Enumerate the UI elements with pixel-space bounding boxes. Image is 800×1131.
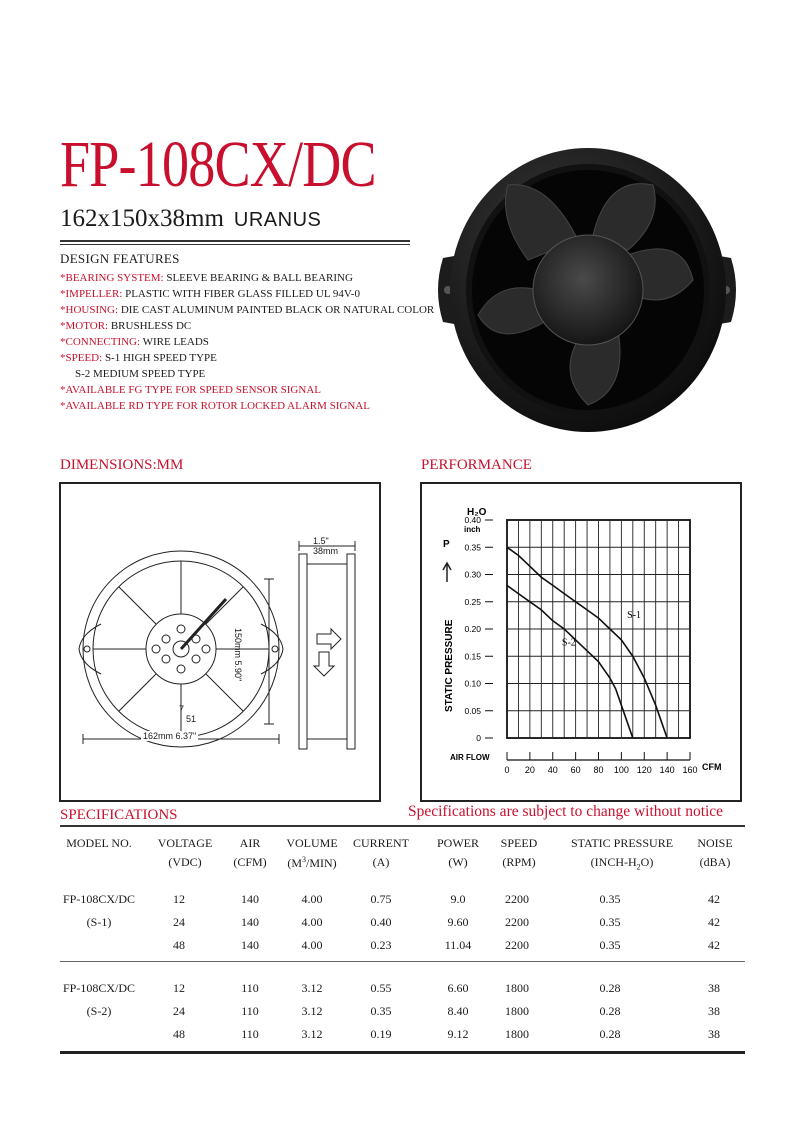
spec-cell: 38 [708, 1004, 720, 1018]
col-header-volume: VOLUME [286, 836, 338, 850]
spec-cell: 12 [173, 981, 185, 995]
col-header-speed: SPEED [500, 836, 538, 850]
feature-item [60, 286, 430, 302]
series-label: S-2 [561, 637, 576, 649]
spec-cell: 42 [708, 938, 720, 952]
feature-label: *IMPELLER: [60, 288, 123, 300]
height-label: 150mm 5.90" [233, 628, 243, 682]
spec-cell: 110 [241, 981, 259, 995]
h2o-label: H₂O [467, 507, 487, 518]
spec-cell: 140 [241, 938, 259, 952]
x-tick-label: 160 [682, 765, 698, 775]
spec-cell: 24 [173, 1004, 185, 1018]
label-7: 7 [179, 704, 185, 714]
feature-label: *MOTOR: [60, 320, 109, 332]
feature-value: SLEEVE BEARING & BALL BEARING [163, 272, 353, 284]
feature-label: *CONNECTING: [60, 336, 141, 348]
header-rule-top [60, 240, 410, 242]
spec-cell: 48 [173, 938, 185, 952]
feature-value: S-2 MEDIUM SPEED TYPE [75, 368, 206, 380]
spec-cell: 4.00 [301, 915, 323, 929]
spec-bottom-rule [60, 1051, 745, 1054]
up-arrow-icon [443, 563, 451, 582]
series-line-s-2 [507, 585, 633, 738]
spec-cell: 140 [241, 915, 259, 929]
feature-item [60, 334, 430, 350]
col-unit-air: (CFM) [233, 855, 267, 869]
spec-cell: 1800 [505, 1027, 529, 1041]
design-features-heading: DESIGN FEATURES [60, 251, 180, 266]
feature-value: S-1 HIGH SPEED TYPE [102, 352, 217, 364]
feature-value: WIRE LEADS [140, 336, 209, 348]
spec-cell: 0.23 [370, 938, 392, 952]
spec-cell: 3.12 [301, 1004, 323, 1018]
fan-product-image [428, 140, 748, 440]
col-header-model: MODEL NO. [66, 836, 132, 850]
spec-cell: 38 [708, 981, 720, 995]
spec-cell: 0.40 [370, 915, 392, 929]
product-series: URANUS [233, 209, 322, 231]
spec-cell: 0.35 [599, 892, 621, 906]
design-features-list [60, 270, 435, 414]
y-tick-label: 0.20 [464, 624, 481, 634]
x-tick-label: 0 [504, 765, 510, 775]
spec-cell: 1800 [505, 1004, 529, 1018]
col-unit-speed: (RPM) [502, 855, 536, 869]
group-variant: (S-2) [86, 1004, 112, 1018]
spec-cell: 110 [241, 1004, 259, 1018]
col-header-power: POWER [437, 836, 479, 850]
spec-cell: 12 [173, 892, 185, 906]
col-header-noise: NOISE [697, 836, 733, 850]
spec-cell: 6.60 [447, 981, 469, 995]
performance-heading: PERFORMANCE [421, 457, 532, 473]
product-subtitle [60, 205, 321, 233]
x-axis-unit: CFM [702, 762, 722, 772]
feature-note: *AVAILABLE RD TYPE FOR ROTOR LOCKED ALARM SIGNAL [60, 400, 370, 412]
spec-cell: 2200 [505, 915, 529, 929]
col-unit-volume: $(M^3/MIN)$ [287, 855, 337, 870]
group-variant: (S-1) [86, 915, 112, 929]
feature-value: PLASTIC WITH FIBER GLASS FILLED UL 94V-0 [122, 288, 360, 300]
depth-mm-label: 38mm [313, 546, 339, 556]
spec-cell: 42 [708, 915, 720, 929]
spec-cell: 0.35 [599, 938, 621, 952]
col-unit-noise: (dBA) [699, 855, 731, 869]
spec-cell: 2200 [505, 892, 529, 906]
col-unit-power: (W) [448, 855, 468, 869]
col-unit-current: (A) [372, 855, 390, 869]
group-model: FP-108CX/DC [62, 892, 136, 906]
spec-cell: 3.12 [301, 1027, 323, 1041]
feature-label: *SPEED: [60, 352, 103, 364]
spec-cell: 2200 [505, 938, 529, 952]
spec-cell: 0.28 [599, 981, 621, 995]
col-header-static-pressure: STATIC PRESSURE [570, 836, 674, 850]
col-header-voltage: VOLTAGE [157, 836, 213, 850]
y-tick-label: 0.30 [464, 569, 481, 580]
product-title: FP-108CX/DC [60, 128, 376, 201]
group-model: FP-108CX/DC [62, 981, 136, 995]
feature-item [60, 366, 430, 382]
dimension-drawing [61, 484, 379, 800]
x-tick-label: 120 [636, 765, 652, 775]
y-tick-label: 0.35 [464, 542, 481, 553]
spec-cell: 4.00 [301, 938, 323, 952]
x-tick-label: 40 [547, 765, 558, 775]
spec-cell: 140 [241, 892, 259, 906]
spec-cell: 0.19 [370, 1027, 392, 1041]
series-label: S-1 [627, 610, 641, 622]
performance-panel [420, 482, 742, 802]
x-tick-label: 100 [613, 765, 629, 775]
label-51: 51 [186, 714, 197, 724]
x-tick-label: 60 [570, 765, 581, 775]
width-label: 162mm 6.37" [143, 731, 197, 741]
feature-item [60, 350, 430, 366]
dimensions-panel [59, 482, 381, 802]
spec-cell: 0.28 [599, 1027, 621, 1041]
spec-cell: 8.40 [447, 1004, 469, 1018]
spec-cell: 0.35 [370, 1004, 392, 1018]
y-tick-label: 0.40 [464, 515, 481, 525]
performance-chart [422, 484, 740, 800]
depth-inch-label: 1.5" [313, 536, 329, 546]
y-axis-label: STATIC PRESSURE [444, 619, 455, 712]
col-unit-static-pressure: $(INCH-H_2O)$ [590, 855, 654, 872]
x-tick-label: 20 [524, 765, 535, 775]
feature-item [60, 318, 430, 334]
dimensions-heading: DIMENSIONS:MM [60, 457, 184, 473]
feature-label: *HOUSING: [60, 304, 119, 316]
feature-item [60, 270, 430, 286]
unit-label: inch [464, 525, 481, 534]
y-tick-label: 0 [476, 733, 481, 743]
spec-cell: 38 [708, 1027, 720, 1041]
x-tick-label: 140 [659, 765, 675, 775]
feature-value: BRUSHLESS DC [108, 320, 192, 332]
x-axis-label: AIR FLOW [450, 753, 490, 762]
spec-cell: 1800 [505, 981, 529, 995]
specifications-heading: SPECIFICATIONS [60, 807, 178, 823]
feature-value: DIE CAST ALUMINUM PAINTED BLACK OR NATURAL COLOR [118, 304, 435, 316]
spec-cell: 110 [241, 1027, 259, 1041]
x-tick-label: 80 [593, 765, 604, 775]
y-tick-label: 0.15 [464, 651, 481, 662]
feature-item [60, 302, 435, 318]
col-header-air: AIR [239, 836, 261, 850]
spec-cell: 9.60 [447, 915, 469, 929]
col-header-current: CURRENT [352, 836, 410, 850]
spec-group-divider [60, 961, 745, 962]
spec-cell: 0.35 [599, 915, 621, 929]
y-tick-label: 0.10 [464, 678, 481, 689]
spec-cell: 0.75 [370, 892, 392, 906]
col-unit-voltage: (VDC) [168, 855, 202, 869]
spec-cell: 3.12 [301, 981, 323, 995]
spec-cell: 11.04 [444, 938, 472, 952]
pressure-symbol: P [443, 539, 450, 550]
product-size: 162x150x38mm [60, 205, 224, 232]
spec-cell: 9.0 [450, 892, 466, 906]
spec-cell: 0.55 [370, 981, 392, 995]
y-tick-label: 0.05 [464, 705, 481, 716]
feature-note: *AVAILABLE FG TYPE FOR SPEED SENSOR SIGNAL [60, 384, 321, 396]
spec-cell: 0.28 [599, 1004, 621, 1018]
feature-label: *BEARING SYSTEM: [60, 272, 164, 284]
spec-top-rule [60, 825, 745, 827]
spec-cell: 24 [173, 915, 185, 929]
header-rule-bottom [60, 244, 410, 245]
spec-cell: 42 [708, 892, 720, 906]
y-tick-label: 0.25 [464, 596, 481, 607]
spec-cell: 48 [173, 1027, 185, 1041]
specifications-note: Specifications are subject to change without notice [408, 803, 724, 820]
spec-cell: 9.12 [447, 1027, 469, 1041]
spec-cell: 4.00 [301, 892, 323, 906]
